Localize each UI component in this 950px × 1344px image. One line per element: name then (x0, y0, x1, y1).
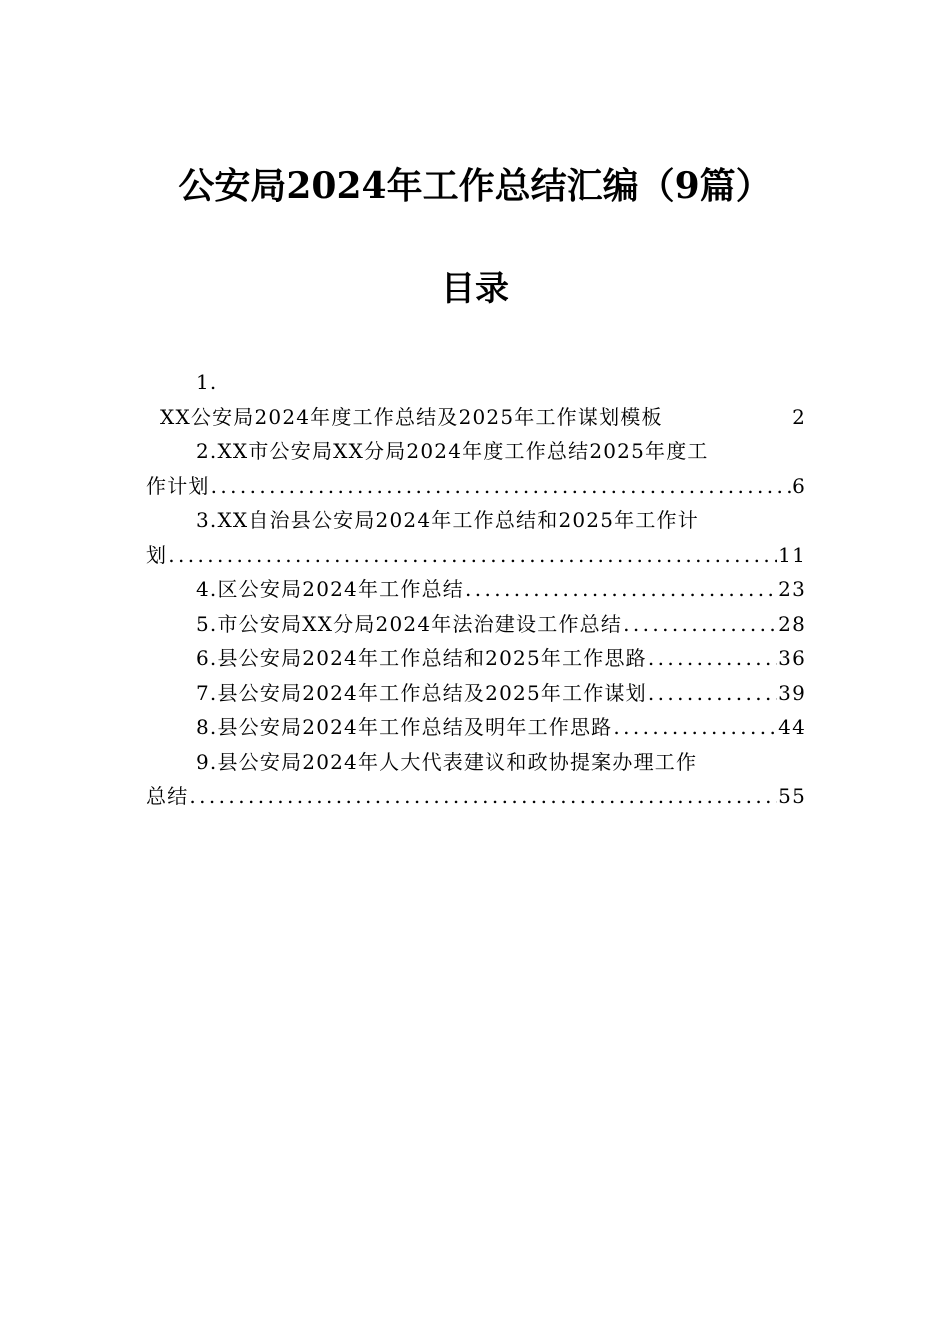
toc-entry-page-number: 28 (778, 611, 806, 636)
dot-leader (623, 607, 777, 642)
toc-entry-2-line-2[interactable] (146, 469, 806, 504)
toc-entry-page-number: 39 (778, 680, 806, 705)
document-title: 公安局2024年工作总结汇编（9篇） (178, 165, 772, 207)
toc-entry-6[interactable] (146, 641, 806, 676)
toc-entry-2-line-1[interactable] (146, 434, 806, 469)
dot-leader (465, 572, 777, 607)
toc-entry-title: 2.XX市公安局XX分局2024年度工作总结2025年度工 (196, 439, 709, 463)
dot-leader (648, 641, 777, 676)
dot-leader (168, 538, 777, 573)
toc-entry-title-continued: 总结 (146, 784, 189, 808)
toc-entry-1-number: 1. (196, 370, 218, 394)
toc-entry-title: 4.区公安局2024年工作总结 (196, 577, 464, 601)
toc-entry-title: 3.XX自治县公安局2024年工作总结和2025年工作计 (196, 508, 699, 532)
toc-entry-title: 6.县公安局2024年工作总结和2025年工作思路 (196, 646, 647, 670)
toc-entry-page-number: 55 (778, 784, 806, 808)
dot-leader (613, 710, 777, 745)
toc-entry-page-number: 44 (778, 715, 806, 739)
toc-heading: 目录 (441, 269, 509, 309)
toc-entry-page-number: 2 (792, 404, 806, 429)
dot-leader (211, 469, 791, 504)
toc-entry-title: 7.县公安局2024年工作总结及2025年工作谋划 (196, 680, 647, 705)
toc-entry-5[interactable] (146, 607, 806, 642)
dot-leader (189, 779, 777, 814)
toc-entry-7[interactable] (146, 676, 806, 711)
toc-entry-3-line-2[interactable] (146, 538, 806, 573)
toc-entry-title: 8.县公安局2024年工作总结及明年工作思路 (196, 715, 613, 739)
toc-entry-3-line-1[interactable] (146, 503, 806, 538)
table-of-contents (146, 365, 806, 814)
toc-entry-title: 5.市公安局XX分局2024年法治建设工作总结 (196, 611, 623, 636)
dot-leader (648, 676, 777, 711)
toc-entry-9-line-1[interactable] (146, 745, 806, 780)
toc-entry-title-continued: 划 (146, 542, 168, 567)
toc-entry-page-number: 6 (792, 473, 806, 498)
toc-entry-1[interactable] (146, 400, 806, 435)
toc-entry-title: XX公安局2024年度工作总结及2025年工作谋划模板 (160, 404, 663, 429)
toc-entry-page-number: 36 (778, 646, 806, 670)
toc-entry-title-continued: 作计划 (146, 473, 210, 498)
toc-entry-title: 9.县公安局2024年人大代表建议和政协提案办理工作 (196, 749, 698, 774)
toc-entry-4[interactable] (146, 572, 806, 607)
toc-entry-page-number: 11 (778, 542, 806, 567)
toc-entry-8[interactable] (146, 710, 806, 745)
toc-entry-9-line-2[interactable] (146, 779, 806, 814)
toc-entry-page-number: 23 (778, 577, 806, 601)
